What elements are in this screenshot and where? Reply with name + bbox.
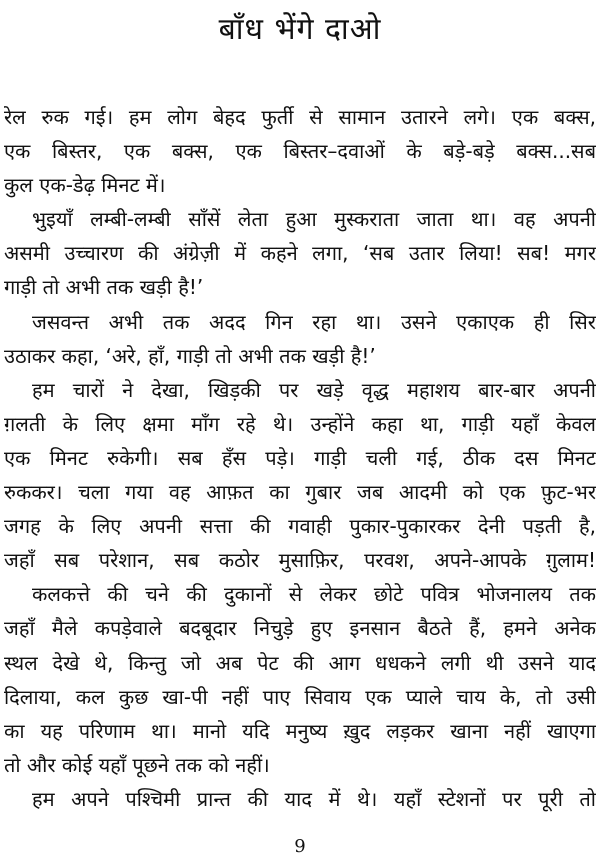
page-number: 9 [294,836,306,857]
body-text [4,100,596,816]
text-line: गाड़ी तो अभी तक खड़ी है!’ [4,275,204,300]
text-line: उठाकर कहा, ‘अरे, हाँ, गाड़ी तो अभी तक खड़ी है!’ [4,343,376,368]
text-line: कुल एक-डेढ़ मिनट में। [4,173,166,198]
chapter-title: बाँध भेंगे दाओ [218,12,382,47]
text-line: रेल रुक गई। हम लोग बेहद फुर्ती से सामान उतारने लगे। एक बक्स, [4,105,596,129]
text-line: कलकत्ते की चने की दुकानों से लेकर छोटे पवित्र भोजनालय तक [32,582,596,607]
text-line: एक मिनट रुकेगी। सब हँस पड़े। गाड़ी चली गई, ठीक दस मिनट [4,445,596,470]
text-line: का यह परिणाम था। मानो यदि मनुष्य ख़ुद लड़कर खाना नहीं खाएगा [4,718,596,743]
text-line: जहाँ सब परेशान, सब कठोर मुसाफ़िर, परवश, अपने-आपके ग़ुलाम! [4,548,596,573]
text-line: असमी उच्चारण की अंग्रेज़ी में कहने लगा, ‘सब उतार लिया! सब! मगर [4,241,596,266]
text-line: ग़लती के लिए क्षमा माँग रहे थे। उन्होंने कहा था, गाड़ी यहाँ केवल [4,411,596,436]
text-line: रुककर। चला गया वह आफ़त का गुबार जब आदमी को एक फ़ुट-भर [4,480,596,505]
text-line: जसवन्त अभी तक अदद गिन रहा था। उसने एकाएक ही सिर [32,309,596,334]
text-line: हम अपने पश्चिमी प्रान्त की याद में थे। यहाँ स्टेशनों पर पूरी तो [32,786,596,811]
text-line: दिलाया, कल कुछ खा-पी नहीं पाए सिवाय एक प्याले चाय के, तो उसी [4,684,596,709]
text-line: एक बिस्तर, एक बक्स, एक बिस्तर–दवाओं के बड़े-बड़े बक्स...सब [4,139,596,164]
text-line: हम चारों ने देखा, खिड़की पर खड़े वृद्ध महाशय बार-बार अपनी [32,377,596,402]
text-line: स्थल देखे थे, किन्तु जो अब पेट की आग धधकने लगी थी उसने याद [4,650,596,675]
text-line: भुइयाँ लम्बी-लम्बी साँसें लेता हुआ मुस्कराता जाता था। वह अपनी [32,207,596,232]
text-line: तो और कोई यहाँ पूछने तक को नहीं। [4,752,270,777]
text-line: जगह के लिए अपनी सत्ता की गवाही पुकार-पुकारकर देनी पड़ती है, [4,514,596,539]
text-line: जहाँ मैले कपड़ेवाले बदबूदार निचुड़े हुए इनसान बैठते हैं, हमने अनेक [4,616,596,641]
